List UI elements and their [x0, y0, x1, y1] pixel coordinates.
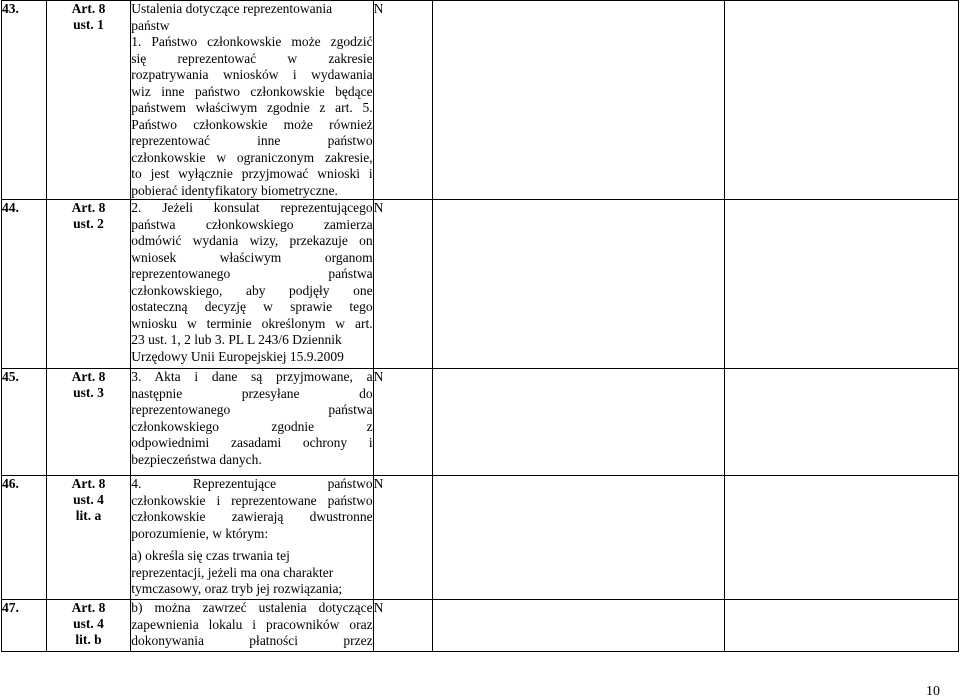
- text-line: reprezentowanego państwa: [131, 402, 373, 417]
- text-line: członkowskie zawierają dwustronne: [131, 509, 373, 524]
- article-ref: [46, 369, 131, 476]
- table-row: [2, 1, 959, 200]
- text-line: wniosku w terminie określonym w art.: [131, 315, 373, 331]
- text-line: odpowiednimi zasadami ochrony i: [131, 435, 373, 450]
- register-table: [1, 0, 959, 652]
- text-line: 2. Jeżeli konsulat reprezentującego: [131, 200, 373, 215]
- text-line: członkowskie w ograniczonym zakresie,: [131, 149, 373, 165]
- status-mark: N: [373, 200, 432, 369]
- table-row: [2, 369, 959, 476]
- text-line: wniosek właściwym organom: [131, 249, 373, 265]
- table-row: [2, 600, 959, 652]
- provision-text: [131, 200, 373, 369]
- text-line: Państwo członkowskie może również: [131, 116, 373, 132]
- text-line: zapewnienia lokalu i pracowników oraz: [131, 616, 373, 632]
- status-mark: N: [373, 600, 432, 652]
- text-line: dokonywania płatności przez: [131, 633, 373, 648]
- provision-text: [131, 1, 373, 200]
- article-ref-line: Art. 8: [71, 200, 106, 215]
- text-line: Ustalenia dotyczące reprezentowania: [131, 1, 333, 16]
- text-line: się reprezentować w zakresie: [131, 50, 373, 66]
- status-mark: N: [373, 369, 432, 476]
- provision-text: [131, 600, 373, 652]
- article-ref-line: ust. 2: [73, 216, 104, 231]
- table-row: [2, 476, 959, 600]
- text-line: 3. Akta i dane są przyjmowane, a: [131, 369, 373, 384]
- article-ref-line: Art. 8: [71, 600, 106, 615]
- article-ref-line: ust. 4: [73, 492, 104, 507]
- article-ref: [46, 1, 131, 200]
- article-ref: [46, 600, 131, 652]
- text-line: 4. Reprezentujące państwo: [131, 476, 373, 491]
- article-ref-line: Art. 8: [71, 369, 106, 384]
- page-number: 10: [926, 684, 940, 699]
- text-line: członkowskiego zgodnie z: [131, 418, 373, 434]
- row-number: 47.: [2, 600, 47, 652]
- row-number: 45.: [2, 369, 47, 476]
- row-number: 46.: [2, 476, 47, 600]
- article-ref-line: ust. 4: [73, 616, 104, 631]
- text-line: członkowskiego, aby podjęły one: [131, 282, 373, 298]
- text-line: reprezentować inne państwo: [131, 133, 373, 148]
- text-line: reprezentacji, jeżeli ma ona charakter: [131, 564, 334, 580]
- article-ref-line: Art. 8: [71, 1, 106, 16]
- text-line: rozpatrywania wniosków i wydawania: [131, 67, 373, 82]
- status-mark: N: [373, 1, 432, 200]
- empty-cell: [724, 476, 958, 600]
- row-number: 44.: [2, 200, 47, 369]
- text-line: wiz inne państwo członkowskie będące: [131, 83, 373, 99]
- text-line: bezpieczeństwa danych.: [131, 451, 262, 467]
- text-line: 1. Państwo członkowskie może zgodzić: [131, 34, 373, 49]
- article-ref-line: ust. 3: [73, 385, 104, 400]
- empty-cell: [432, 476, 724, 600]
- empty-cell: [432, 369, 724, 476]
- article-ref: [46, 476, 131, 600]
- text-line: b) można zawrzeć ustalenia dotyczące: [131, 600, 373, 615]
- text-line: państwem właściwym zgodnie z art. 5.: [131, 100, 373, 115]
- empty-cell: [724, 369, 958, 476]
- text-line: Urzędowy Unii Europejskiej 15.9.2009: [131, 348, 344, 364]
- empty-cell: [724, 200, 958, 369]
- provision-text: [131, 476, 373, 600]
- text-line: reprezentowanego państwa: [131, 266, 373, 281]
- text-line: państwa członkowskiego zamierza: [131, 216, 373, 232]
- text-line: a) określa się czas trwania tej: [131, 548, 290, 563]
- empty-cell: [724, 600, 958, 652]
- article-ref-line: lit. b: [75, 632, 102, 647]
- table-row: [2, 200, 959, 369]
- text-line: członkowskie i reprezentowane państwo: [131, 492, 373, 508]
- text-line: tymczasowy, oraz tryb jej rozwiązania;: [131, 581, 343, 596]
- article-ref-line: lit. a: [75, 508, 102, 523]
- article-ref-line: Art. 8: [71, 476, 106, 491]
- provision-text: [131, 369, 373, 476]
- text-line: porozumienie, w którym:: [131, 525, 269, 541]
- article-ref: [46, 200, 131, 369]
- text-line: następnie przesyłane do: [131, 385, 373, 401]
- text-line: 23 ust. 1, 2 lub 3. PL L 243/6 Dziennik: [131, 332, 342, 347]
- text-line: to jest wyłącznie przyjmować wnioski i: [131, 166, 373, 181]
- status-mark: N: [373, 476, 432, 600]
- text-line: pobierać identyfikatory biometryczne.: [131, 182, 338, 198]
- empty-cell: [432, 200, 724, 369]
- empty-cell: [724, 1, 958, 200]
- text-line: ostateczną decyzję w sprawie tego: [131, 299, 373, 314]
- article-ref-line: ust. 1: [73, 17, 104, 32]
- empty-cell: [432, 600, 724, 652]
- row-number: 43.: [2, 1, 47, 200]
- text-line: odmówić wydania wizy, przekazuje on: [131, 233, 373, 248]
- text-line: państw: [131, 17, 170, 33]
- empty-cell: [432, 1, 724, 200]
